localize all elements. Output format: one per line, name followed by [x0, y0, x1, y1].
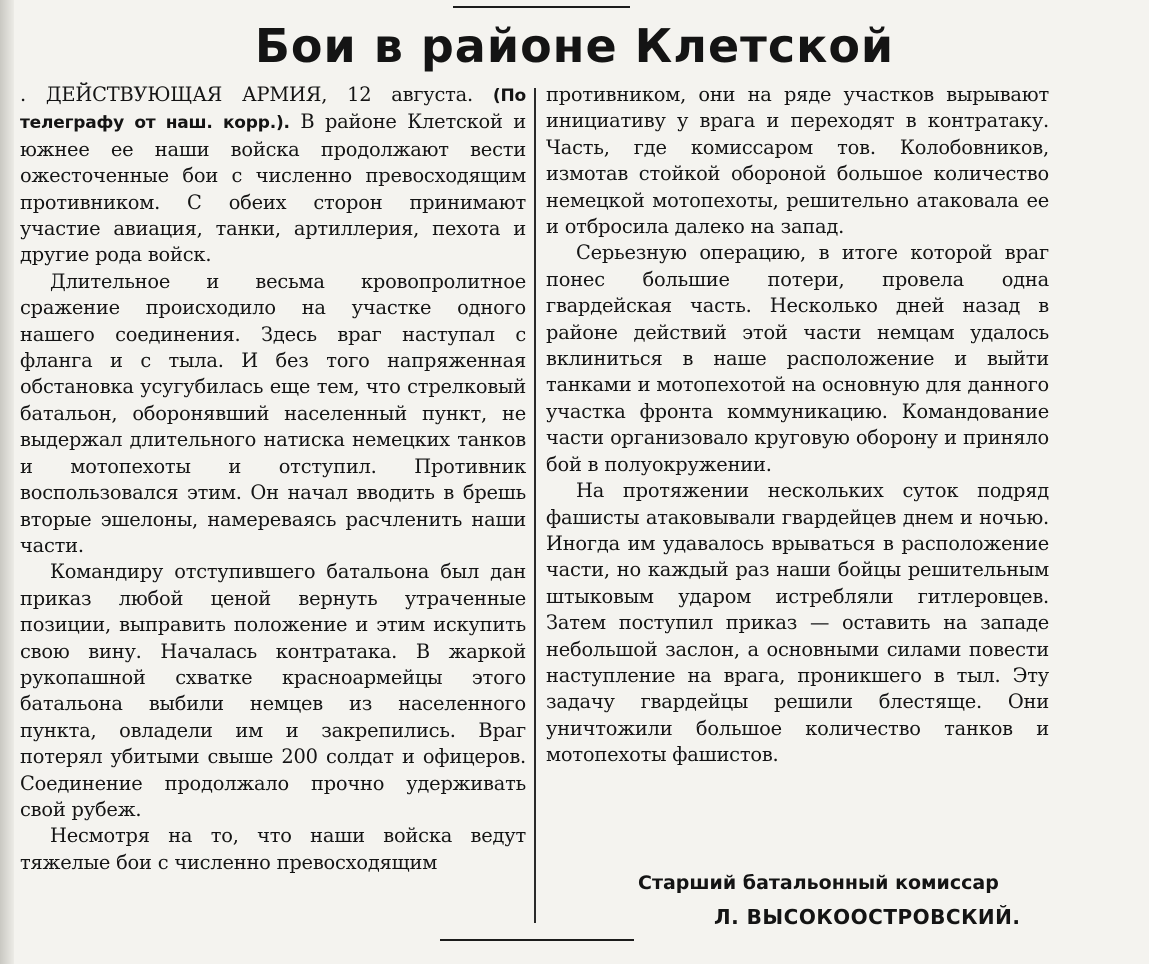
lead-paragraph [20, 82, 526, 269]
byline-note: (По телеграфу от наш. корр.). [20, 86, 526, 134]
right-column [546, 82, 1049, 769]
paragraph: Серьезную операцию, в итоге которой враг понес большие потери, провела одна гвардейская часть. Несколько дней назад в районе действий этой части немцам удалось вклиниться в наше расположение и выйти танками и мотопехотой на основную для данного участка фронта коммуникацию. Командование части организовало круговую оборону и приняло бой в полуокружении. [546, 241, 1049, 476]
dateline: . ДЕЙСТВУЮЩАЯ АРМИЯ, 12 августа. [20, 83, 474, 106]
page-edge-shadow [0, 0, 14, 964]
paragraph: На протяжении нескольких суток подряд фашисты атаковывали гвардейцев днем и ночью. Иногда им удавалось врываться в расположение части, но каждый раз наши бойцы решительным штыковым ударом истребляли гитлеровцев. Затем поступил приказ — оставить на западе небольшой заслон, а основными силами повести наступление на врага, проникшего в тыл. Эту задачу гвардейцы решили блестяще. Они уничтожили большое количество танков и мотопехоты фашистов. [546, 479, 1049, 767]
paragraph: Командиру отступившего батальона был дан приказ любой ценой вернуть утраченные позиции, выправить положение и этим искупить свою вину. Началась контратака. В жаркой рукопашной схватке красноармейцы этого батальона выбили немцев из населенного пункта, овладели им и закрепились. Враг потерял убитыми свыше 200 солдат и офицеров. Соединение продолжало прочно удерживать свой рубеж. [20, 560, 526, 821]
top-rule [453, 6, 630, 8]
signature-name: Л. ВЫСОКООСТРОВСКИЙ. [714, 905, 1021, 929]
signature-role: Старший батальонный комиссар [638, 872, 999, 894]
left-column [20, 82, 526, 876]
paragraph: Длительное и весьма кровопролитное сражение происходило на участке одного нашего соединения. Здесь враг наступал с фланга и с тыла. И без того напряженная обстановка усугубилась еще тем, что стрелковый батальон, оборонявший населенный пункт, не выдержал длительного натиска немецких танков и мотопехоты и отступил. Противник воспользовался этим. Он начал вводить в брешь вторые эшелоны, намереваясь расчленить наши части. [20, 269, 526, 557]
lead-text: В районе Клетской и южнее ее наши войска продолжают вести ожесточенные бои с численно превосходящим противником. С обеих сторон принимают участие авиация, танки, артиллерия, пехота и другие рода войск. [20, 110, 527, 267]
article-headline: Бои в районе Клетской [254, 19, 895, 73]
bottom-rule [440, 939, 634, 941]
paragraph: Несмотря на то, что наши войска ведут тяжелые бои с численно превосходящим [20, 824, 526, 874]
column-divider [534, 88, 536, 923]
continuation-paragraph: противником, они на ряде участков вырывают инициативу у врага и переходят в контратаку. Часть, где комиссаром тов. Колобовников, измотав стойкой обороной большое количество немецкой мотопехоты, решительно атаковала ее и отбросила далеко на запад. [546, 83, 1049, 239]
